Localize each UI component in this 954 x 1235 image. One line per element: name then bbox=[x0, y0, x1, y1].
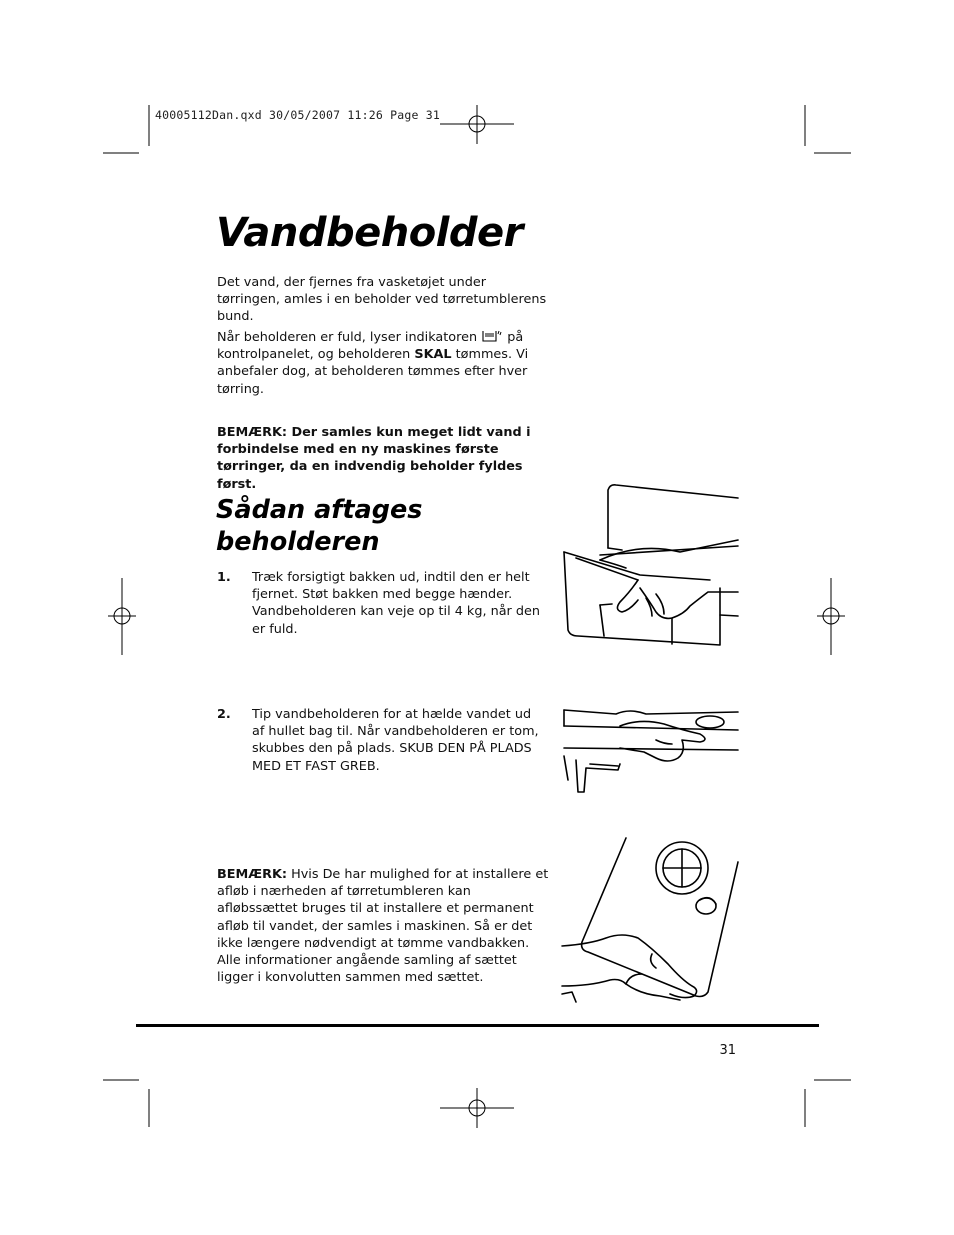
step-text: Tip vandbeholderen for at hælde vandet ud af hullet bag til. Når vandbeholderen er tom, skubbes den på plads. SKUB DEN PÅ PLADS MED ET FAST GREB. bbox=[252, 707, 539, 774]
intro-bold-skal: SKAL bbox=[414, 347, 452, 363]
pull-out-container-illustration bbox=[560, 480, 742, 665]
intro-paragraph-1: Det vand, der fjernes fra vasketøjet under tørringen, amles i en beholder ved tørretumblerens bund. bbox=[217, 275, 547, 325]
note-label: BEMÆRK: bbox=[217, 867, 288, 882]
step-number: 2. bbox=[217, 707, 231, 722]
tilt-container-illustration bbox=[560, 700, 742, 798]
note-first-use: BEMÆRK: Der samles kun meget lidt vand i forbindelse med en ny maskines første tørringer, da en indvendig beholder fyldes først. bbox=[217, 425, 531, 492]
step-1 bbox=[217, 569, 547, 639]
water-container-indicator-icon bbox=[481, 330, 503, 343]
footer-rule bbox=[136, 1024, 819, 1027]
note-text: Hvis De har mulighed for at installere et afløb i nærheden af tørretumbleren kan afløbssættet bruges til at installere et permanent afløb til vandet, der samles i maskinen. Så er det ikke længere nødvendigt at tømme vandbakken. Alle informationer angående samling af sættet ligger i konvolutten sammen med sættet. bbox=[217, 867, 549, 986]
note-drain-kit bbox=[217, 866, 549, 986]
file-slug: 40005112Dan.qxd 30/05/2007 11:26 Page 31 bbox=[155, 108, 440, 122]
intro-text-a: Når beholderen er fuld, lyser indikatoren bbox=[217, 330, 478, 345]
intro-text-b: på kontrolpanelet, og beholderen bbox=[217, 330, 524, 363]
page-number: 31 bbox=[719, 1043, 736, 1058]
intro-paragraph-2 bbox=[217, 329, 549, 398]
intro-text-c: tømmes. Vi anbefaler dog, at beholderen tømmes efter hver tørring. bbox=[217, 347, 529, 397]
page-title: Vandbeholder bbox=[216, 210, 523, 256]
section-heading: Sådan aftages beholderen bbox=[216, 495, 423, 557]
step-2 bbox=[217, 706, 547, 776]
carry-container-illustration bbox=[560, 834, 742, 1010]
step-number: 1. bbox=[217, 570, 231, 585]
step-text: Træk forsigtigt bakken ud, indtil den er helt fjernet. Støt bakken med begge hænder. Vandbeholderen kan veje op til 4 kg, når den er fuld. bbox=[252, 570, 540, 637]
